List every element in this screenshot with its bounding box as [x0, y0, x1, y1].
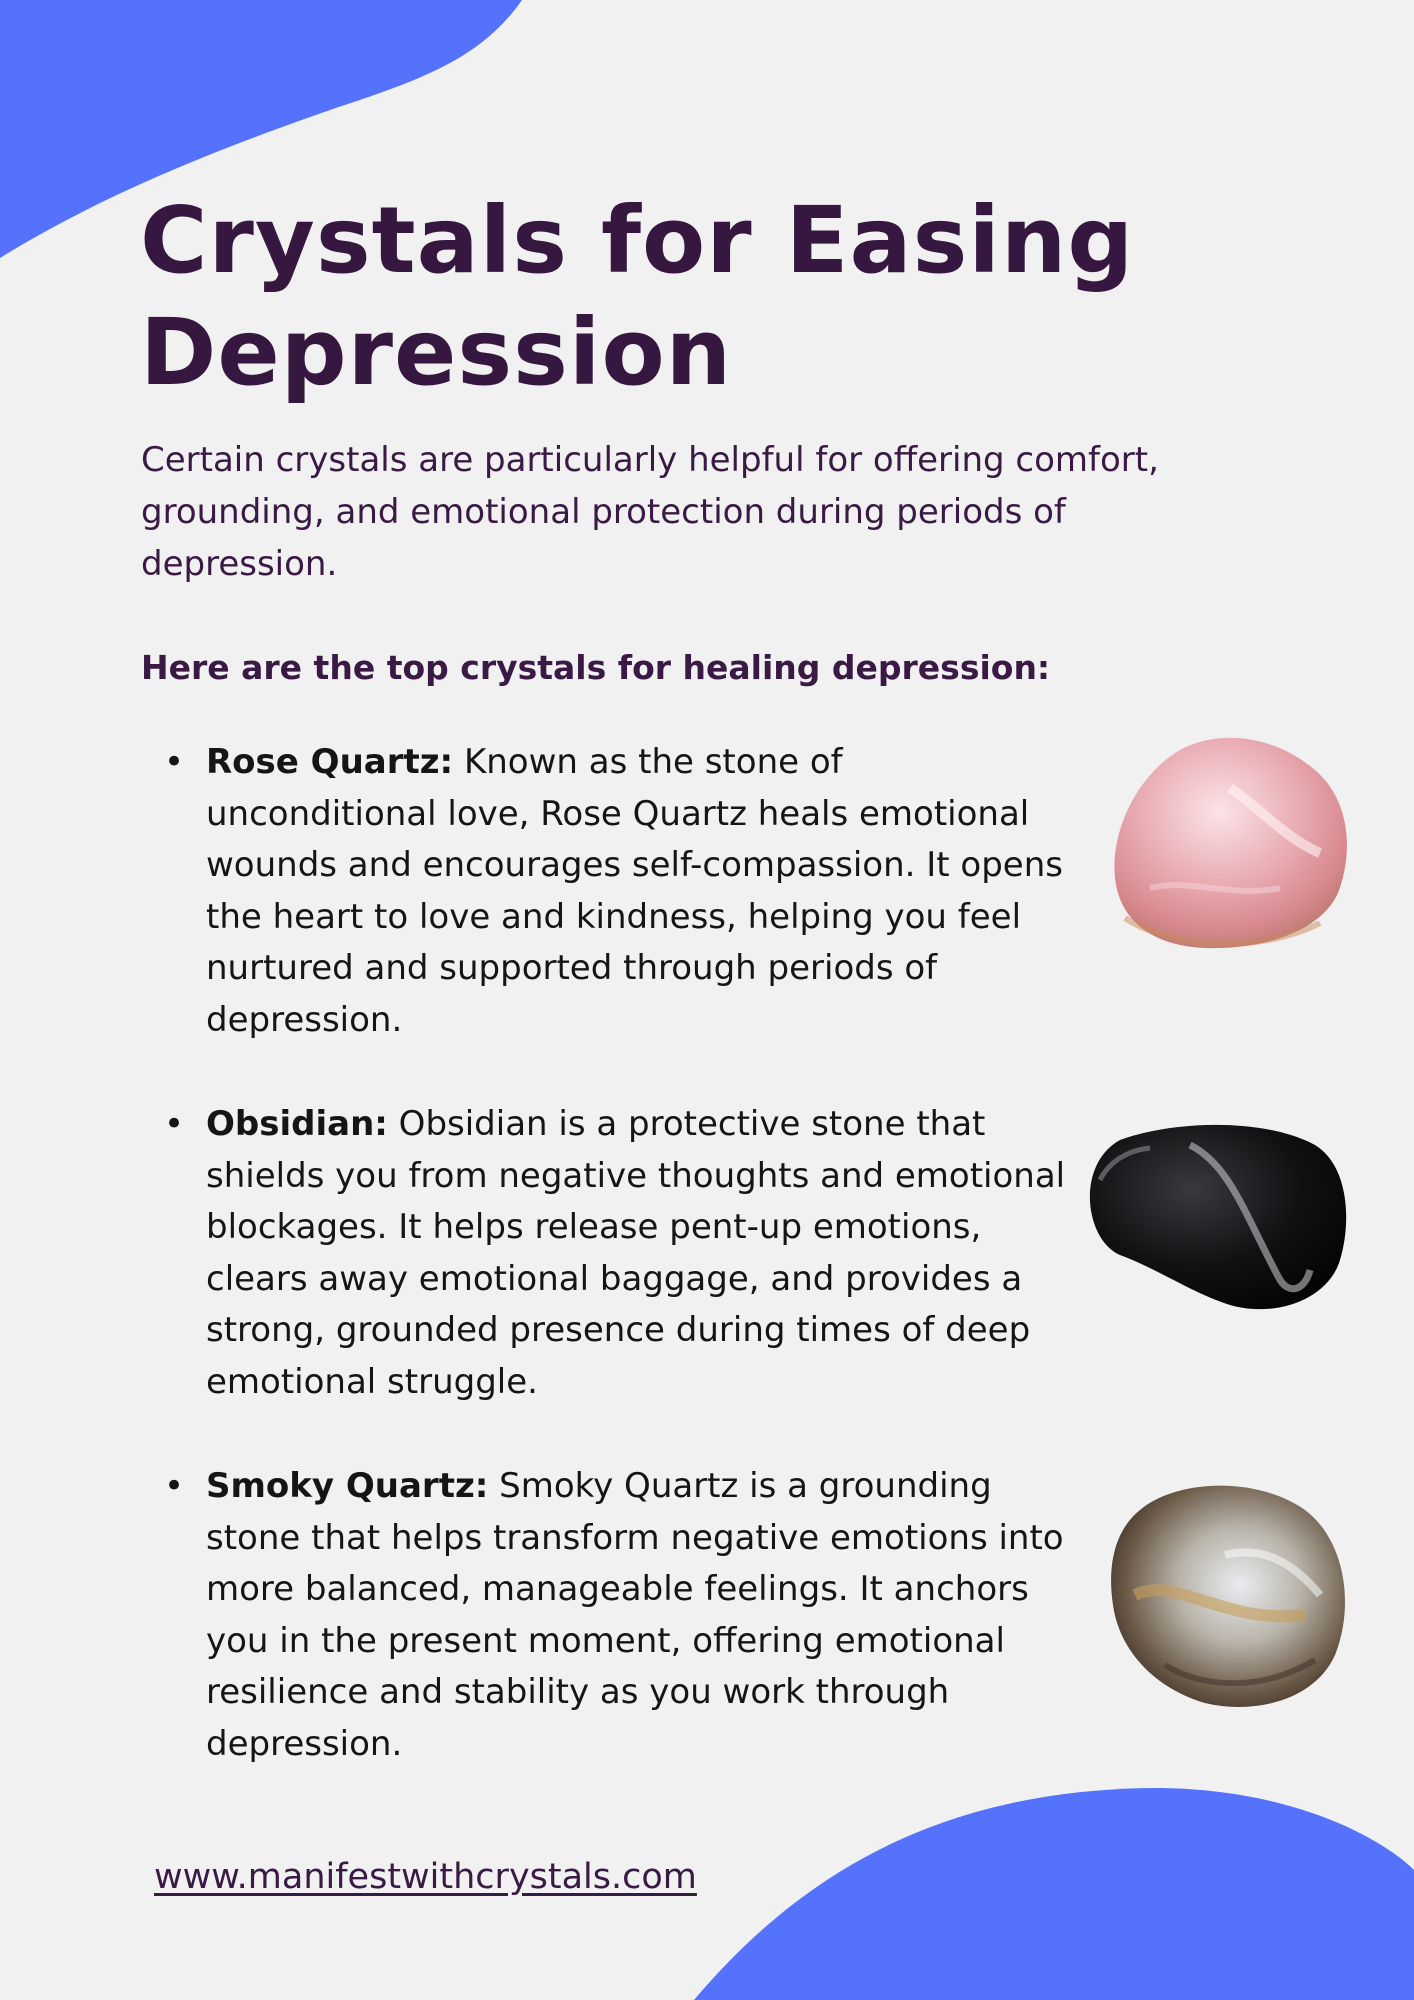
smoky-quartz-stone-image: [1105, 1475, 1355, 1715]
bullet-icon: •: [164, 742, 185, 782]
crystal-list-heading: Here are the top crystals for healing depression:: [141, 648, 1051, 687]
smoky-quartz-description: [206, 1461, 1070, 1770]
smoky-quartz-text: Smoky Quartz is a grounding stone that helps transform negative emotions into more balanced, manageable feelings. It anchors you in the present moment, offering emotional resilience and stability as you work through depression.: [206, 1466, 1064, 1764]
obsidian-text: Obsidian is a protective stone that shields you from negative thoughts and emotional blockages. It helps release pent-up emotions, clears away emotional baggage, and provides a strong, grounded presence during times of deep emotional struggle.: [206, 1104, 1066, 1402]
rose-quartz-text: Known as the stone of unconditional love, Rose Quartz heals emotional wounds and encourages self-compassion. It opens the heart to love and kindness, helping you feel nurtured and supported through periods of depression.: [206, 742, 1063, 1040]
obsidian-stone-image: [1080, 1120, 1352, 1315]
intro-paragraph: Certain crystals are particularly helpful for offering comfort, grounding, and emotional protection during periods of depression.: [141, 440, 1159, 584]
list-item-smoky-quartz: [160, 1461, 1070, 1770]
bottom-right-blob-decoration: [694, 1780, 1414, 2000]
rose-quartz-description: [206, 737, 1070, 1046]
bullet-icon: •: [164, 1104, 185, 1144]
rose-quartz-stone-image: [1110, 728, 1355, 958]
page-title: Crystals for Easing Depression: [140, 187, 1135, 406]
smoky-quartz-name: Smoky Quartz:: [206, 1466, 489, 1506]
rose-quartz-name: Rose Quartz:: [206, 742, 454, 782]
bullet-icon: •: [164, 1466, 185, 1506]
obsidian-description: [206, 1099, 1070, 1408]
list-item-obsidian: [160, 1099, 1070, 1408]
website-link[interactable]: www.manifestwithcrystals.com: [154, 1857, 697, 1897]
obsidian-name: Obsidian:: [206, 1104, 388, 1144]
list-item-rose-quartz: [160, 737, 1070, 1046]
